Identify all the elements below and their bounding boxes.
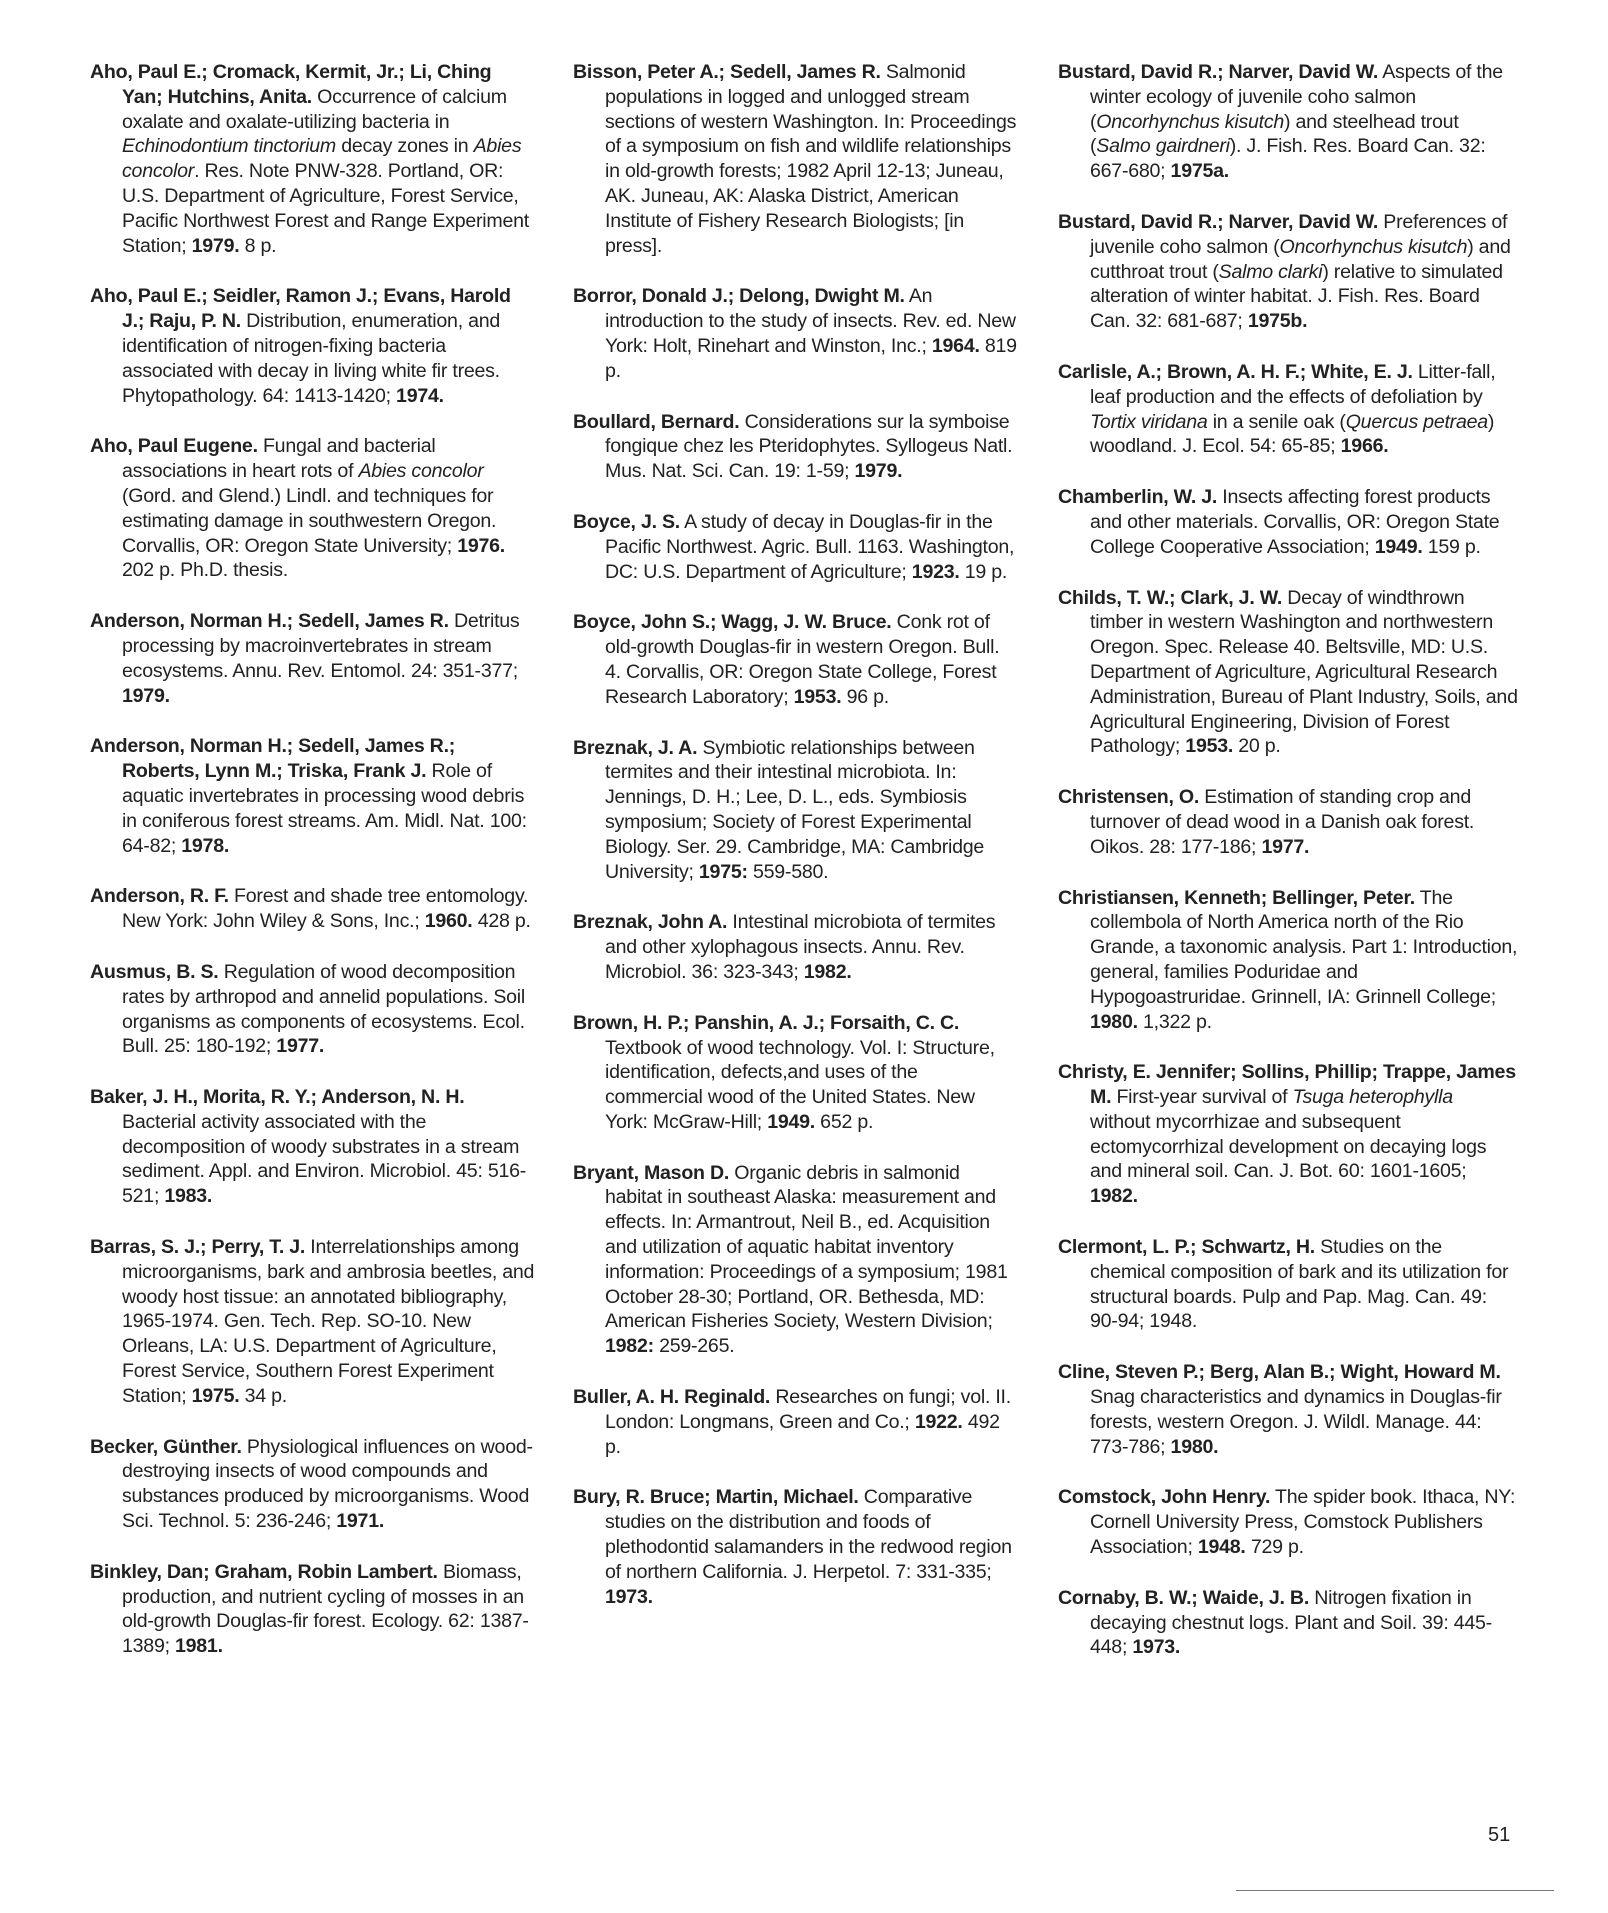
reference-year: 1953. [1185, 735, 1234, 758]
reference-author: Christy, E. Jennifer; Sollins, Phillip; Trappe, James M. [1058, 1061, 1516, 1109]
reference-author: Bury, R. Bruce; Martin, Michael. [573, 1486, 859, 1509]
reference-entry [90, 1560, 535, 1659]
footer-rule [1236, 1890, 1554, 1891]
reference-text: 428 p. [472, 910, 531, 933]
reference-text: 8 p. [239, 234, 277, 257]
reference-text: Biomass, production, and nutrient cycling of mosses in an old-growth Douglas-fir forest. Ecology. 62: 1387-1389; [122, 1560, 529, 1658]
reference-year: 1975. [191, 1384, 240, 1407]
reference-text: 96 p. [841, 685, 889, 708]
reference-author: Ausmus, B. S. [90, 960, 219, 983]
reference-year: 1973. [605, 1585, 653, 1608]
reference-year: 1975: [698, 860, 748, 883]
reference-entry [90, 284, 535, 408]
reference-entry [90, 609, 535, 708]
reference-author: Breznak, John A. [573, 911, 728, 934]
reference-year: 1979. [854, 460, 903, 483]
reference-entry [573, 1485, 1018, 1609]
reference-author: Brown, H. P.; Panshin, A. J.; Forsaith, C. C. [573, 1011, 960, 1034]
reference-author: Bisson, Peter A.; Sedell, James R. [573, 61, 881, 83]
reference-author: Barras, S. J.; Perry, T. J. [90, 1236, 306, 1259]
reference-year: 1948. [1197, 1536, 1246, 1559]
reference-text: Decay of windthrown timber in western Washington and northwestern Oregon. Spec. Release 40. Beltsville, MD: U.S. Department of Agriculture, Agricultural Research Administration, Bureau of Plant Industry, Soils, and Agricultural Engineering, Division of Forest Pathology; [1090, 586, 1518, 758]
reference-entry [573, 1161, 1018, 1359]
reference-author: Bryant, Mason D. [573, 1161, 730, 1184]
reference-italic-text: Oncorhynchus kisutch [1279, 235, 1468, 258]
reference-author: Becker, Günther. [90, 1435, 242, 1458]
reference-text: ) relative to simulated alteration of winter habitat. J. Fish. Res. Board Can. 32: 681-687; [1090, 260, 1503, 333]
reference-entry [1058, 360, 1518, 459]
reference-italic-text: Tortix viridana [1090, 410, 1208, 433]
reference-text: Distribution, enumeration, and identification of nitrogen-fixing bacteria associated with decay in living white fir trees. Phytopathology. 64: 1413-1420; [122, 310, 501, 407]
reference-author: Aho, Paul E.; Seidler, Ramon J.; Evans, Harold J.; Raju, P. N. [90, 285, 511, 333]
reference-text: Textbook of wood technology. Vol. I: Structure, identification, defects,and uses of the commercial wood of the United States. New York: McGraw-Hill; [605, 1036, 995, 1133]
reference-text: Researches on fungi; vol. II. London: Longmans, Green and Co.; [605, 1386, 1011, 1433]
reference-text: 19 p. [959, 560, 1008, 583]
reference-year: 1980. [1090, 1010, 1138, 1033]
reference-text: 259-265. [653, 1335, 735, 1358]
reference-italic-text: Echinodontium tinctorium [122, 135, 336, 158]
reference-entry [1058, 1586, 1518, 1660]
reference-year: 1949. [1374, 535, 1423, 558]
reference-text: ) woodland. J. Ecol. 54: 65-85; [1090, 410, 1495, 458]
reference-author: Carlisle, A.; Brown, A. H. F.; White, E. J. [1058, 360, 1413, 383]
reference-year: 1960. [424, 910, 473, 933]
reference-entry [573, 60, 1018, 258]
reference-author: Christiansen, Kenneth; Bellinger, Peter. [1058, 886, 1415, 909]
reference-text: Role of aquatic invertebrates in processing wood debris in coniferous forest streams. Am. Midl. Nat. 100: 64-82; [122, 760, 527, 857]
reference-text: Aspects of the winter ecology of juvenile coho salmon ( [1090, 61, 1503, 133]
reference-entry [90, 1435, 535, 1534]
reference-author: Anderson, R. F. [90, 885, 229, 908]
reference-year: 1978. [181, 834, 230, 857]
reference-text: . Res. Note PNW-328. Portland, OR: U.S. Department of Agriculture, Forest Service, Pacific Northwest Forest and Range Experiment Station; [122, 160, 529, 257]
reference-entry [1058, 1060, 1518, 1209]
reference-text: Symbiotic relationships between termites and their intestinal microbiota. In: Jennings, D. H.; Lee, D. L., eds. Symbiosis symposium; Society of Forest Experimental Biology. Ser. 29. Cambridge, MA: Cambridge University; [605, 736, 985, 883]
reference-year: 1979. [191, 234, 240, 257]
reference-entry [573, 410, 1018, 484]
reference-entry [90, 960, 535, 1059]
reference-text: decay zones in [336, 135, 474, 158]
reference-text: Nitrogen fixation in decaying chestnut logs. Plant and Soil. 39: 445-448; [1090, 1586, 1492, 1659]
reference-entry [573, 910, 1018, 984]
reference-text: Litter-fall, leaf production and the effects of defoliation by [1090, 360, 1496, 408]
reference-text: Comparative studies on the distribution and foods of plethodontid salamanders in the redwood region of northern California. J. Herpetol. 7: 331-335; [605, 1486, 1012, 1583]
reference-italic-text: Salmo gairdneri [1096, 135, 1230, 158]
reference-italic-text: Oncorhynchus kisutch [1096, 110, 1285, 133]
reference-entry [573, 284, 1018, 383]
reference-entry [90, 60, 535, 258]
reference-year: 1983. [164, 1185, 213, 1208]
reference-author: Boullard, Bernard. [573, 410, 740, 433]
reference-author: Chamberlin, W. J. [1058, 486, 1218, 509]
reference-year: 1982. [803, 960, 852, 983]
reference-year: 1971. [336, 1510, 385, 1533]
reference-author: Aho, Paul Eugene. [90, 435, 258, 458]
reference-author: Christensen, O. [1058, 786, 1200, 809]
reference-text: Conk rot of old-growth Douglas-fir in western Oregon. Bull. 4. Corvallis, OR: Oregon State College, Forest Research Laboratory; [605, 611, 1000, 708]
reference-text: Studies on the chemical composition of bark and its utilization for structural boards. Pulp and Pap. Mag. Can. 49: 90-94; 1948. [1090, 1236, 1509, 1333]
reference-year: 1982: [605, 1335, 654, 1358]
reference-year: 1982. [1090, 1185, 1138, 1208]
reference-entry [573, 1011, 1018, 1135]
reference-entry [90, 1235, 535, 1409]
reference-text: Bacterial activity associated with the decomposition of woody substrates in a stream sediment. Appl. and Environ. Microbiol. 45: 516-521; [122, 1110, 527, 1208]
reference-text: Interrelationships among microorganisms, bark and ambrosia beetles, and woody host tissue: an annotated bibliography, 1965-1974. Gen. Tech. Rep. SO-10. New Orleans, LA: U.S. Department of Agriculture, Forest Service, Southern Forest Experiment Station; [122, 1236, 535, 1407]
reference-entry [1058, 1360, 1518, 1459]
reference-text: 20 p. [1233, 735, 1281, 758]
reference-year: 1979. [122, 684, 170, 707]
reference-entry [1058, 485, 1518, 559]
reference-text: 1,322 p. [1137, 1010, 1212, 1033]
reference-entry [90, 884, 535, 934]
reference-entry [90, 734, 535, 858]
reference-text: ). J. Fish. Res. Board Can. 32: 667-680; [1090, 135, 1486, 183]
reference-text: Fungal and bacterial associations in heart rots of [122, 435, 436, 483]
reference-text: Preferences of juvenile coho salmon ( [1090, 210, 1508, 258]
reference-text: 729 p. [1245, 1536, 1304, 1559]
reference-entry [1058, 886, 1518, 1035]
reference-text: in a senile oak ( [1207, 410, 1346, 433]
reference-text: 159 p. [1422, 535, 1481, 558]
reference-entry [1058, 1485, 1518, 1559]
reference-author: Boyce, J. S. [573, 510, 680, 533]
reference-year: 1975b. [1247, 310, 1308, 333]
reference-text: Insects affecting forest products and other materials. Corvallis, OR: Oregon State College Cooperative Association; [1090, 486, 1500, 558]
reference-text: Considerations sur la symboise fongique chez les Pteridophytes. Syllogeus Natl. Mus. Nat. Sci. Can. 19: 1-59; [605, 410, 1013, 483]
reference-author: Borror, Donald J.; Delong, Dwight M. [573, 285, 905, 308]
reference-year: 1976. [457, 534, 505, 557]
reference-text: (Gord. and Glend.) Lindl. and techniques for estimating damage in southwestern Oregon. Corvallis, OR: Oregon State University; [122, 484, 497, 557]
reference-text: 492 p. [605, 1410, 1000, 1458]
reference-column-2 [573, 60, 1018, 1635]
reference-entry [1058, 586, 1518, 760]
reference-author: Breznak, J. A. [573, 736, 698, 759]
reference-entry [573, 610, 1018, 709]
reference-entry [573, 510, 1018, 584]
reference-italic-text: Quercus petraea [1345, 410, 1488, 433]
reference-text: Detritus processing by macroinvertebrates in stream ecosystems. Annu. Rev. Entomol. 24: 351-377; [122, 610, 520, 682]
reference-year: 1980. [1170, 1435, 1219, 1458]
reference-author: Cline, Steven P.; Berg, Alan B.; Wight, Howard M. [1058, 1361, 1501, 1384]
reference-author: Boyce, John S.; Wagg, J. W. Bruce. [573, 611, 892, 634]
reference-text: Regulation of wood decomposition rates by arthropod and annelid populations. Soil organisms as components of ecosystems. Ecol. Bull. 25: 180-192; [122, 960, 526, 1058]
reference-text: Estimation of standing crop and turnover of dead wood in a Danish oak forest. Oikos. 28: 177-186; [1090, 786, 1475, 858]
reference-italic-text: Tsuga heterophylla [1292, 1086, 1453, 1109]
reference-author: Comstock, John Henry. [1058, 1486, 1271, 1509]
reference-text: 202 p. Ph.D. thesis. [122, 559, 288, 582]
reference-text: Snag characteristics and dynamics in Douglas-fir forests, western Oregon. J. Wildl. Manage. 44: 773-786; [1090, 1386, 1502, 1458]
reference-italic-text: Salmo clarki [1218, 260, 1323, 283]
reference-author: Bustard, David R.; Narver, David W. [1058, 210, 1379, 233]
page-number: 51 [1488, 1824, 1511, 1846]
reference-year: 1975a. [1170, 160, 1229, 183]
reference-italic-text: Abies concolor [358, 460, 484, 483]
reference-year: 1966. [1340, 435, 1389, 458]
reference-year: 1964. [931, 334, 980, 357]
reference-text: ) and steelhead trout ( [1090, 110, 1459, 158]
reference-italic-text: Abies concolor [122, 135, 522, 183]
reference-text: Physiological influences on wood-destroying insects of wood compounds and substances produced by microorganisms. Wood Sci. Technol. 5: 236-246; [122, 1435, 533, 1533]
reference-text: A study of decay in Douglas-fir in the Pacific Northwest. Agric. Bull. 1163. Washington, DC: U.S. Department of Agriculture; [605, 510, 1015, 583]
reference-year: 1923. [911, 560, 960, 583]
reference-text: 652 p. [814, 1110, 874, 1133]
reference-year: 1977. [276, 1035, 325, 1058]
reference-author: Baker, J. H., Morita, R. Y.; Anderson, N. H. [90, 1086, 465, 1109]
reference-author: Clermont, L. P.; Schwartz, H. [1058, 1236, 1315, 1259]
reference-text: Forest and shade tree entomology. New York: John Wiley & Sons, Inc.; [122, 885, 529, 933]
reference-text: Occurrence of calcium oxalate and oxalate-utilizing bacteria in [122, 85, 507, 133]
reference-year: 1953. [793, 685, 842, 708]
reference-author: Cornaby, B. W.; Waide, J. B. [1058, 1586, 1310, 1609]
reference-text: The collembola of North America north of the Rio Grande, a taxonomic analysis. Part 1: Introduction, general, families Poduridae and Hypogoastruridae. Grinnell, IA: Grinnell College; [1090, 886, 1518, 1008]
reference-author: Childs, T. W.; Clark, J. W. [1058, 586, 1283, 609]
reference-author: Aho, Paul E.; Cromack, Kermit, Jr.; Li, Ching Yan; Hutchins, Anita. [90, 61, 492, 108]
reference-entry [1058, 785, 1518, 859]
reference-author: Bustard, David R.; Narver, David W. [1058, 61, 1379, 83]
reference-entry [90, 1085, 535, 1209]
reference-year: 1973. [1132, 1636, 1181, 1659]
reference-text: Intestinal microbiota of termites and other xylophagous insects. Annu. Rev. Microbiol. 36: 323-343; [605, 911, 996, 983]
reference-column-1 [90, 60, 535, 1685]
reference-year: 1981. [174, 1635, 223, 1658]
reference-text: Organic debris in salmonid habitat in southeast Alaska: measurement and effects. In: Armantrout, Neil B., ed. Acquisition and utilization of aquatic habitat inventory information: Proceedings of a symposium; 1981 October 28-30; Portland, OR. Bethesda, MD: American Fisheries Society, Western Division; [605, 1161, 1008, 1333]
reference-text: An introduction to the study of insects. Rev. ed. New York: Holt, Rinehart and Winston, Inc.; [605, 285, 1016, 357]
reference-text: First-year survival of [1111, 1086, 1293, 1109]
reference-year: 1974. [396, 384, 444, 407]
reference-entry [573, 736, 1018, 885]
reference-entry [1058, 210, 1518, 334]
reference-column-3 [1058, 60, 1518, 1686]
reference-year: 1922. [914, 1410, 963, 1433]
reference-author: Anderson, Norman H.; Sedell, James R. [90, 610, 449, 633]
reference-author: Buller, A. H. Reginald. [573, 1386, 771, 1409]
reference-text: ) and cutthroat trout ( [1090, 235, 1511, 283]
reference-text: 819 p. [605, 334, 1017, 382]
reference-text: 559-580. [747, 860, 829, 883]
reference-year: 1949. [767, 1110, 815, 1133]
reference-author: Anderson, Norman H.; Sedell, James R.; Roberts, Lynn M.; Triska, Frank J. [90, 735, 456, 783]
reference-text: 34 p. [239, 1384, 287, 1407]
reference-entry [90, 434, 535, 583]
reference-entry [573, 1385, 1018, 1459]
reference-entry [1058, 1235, 1518, 1334]
reference-text: The spider book. Ithaca, NY: Cornell University Press, Comstock Publishers Association; [1090, 1486, 1516, 1559]
reference-text: Salmonid populations in logged and unlogged stream sections of western Washington. In: Proceedings of a symposium on fish and wildlife relationships in old-growth forests; 1982 April 12-13; Juneau, AK. Juneau, AK: Alaska District, American Institute of Fishery Research Biologists; [in press]. [605, 61, 1017, 257]
reference-entry [1058, 60, 1518, 184]
reference-author: Binkley, Dan; Graham, Robin Lambert. [90, 1560, 438, 1583]
reference-text: without mycorrhizae and subsequent ectomycorrhizal development on decaying logs and mineral soil. Can. J. Bot. 60: 1601-1605; [1090, 1110, 1487, 1183]
reference-year: 1977. [1261, 835, 1310, 858]
